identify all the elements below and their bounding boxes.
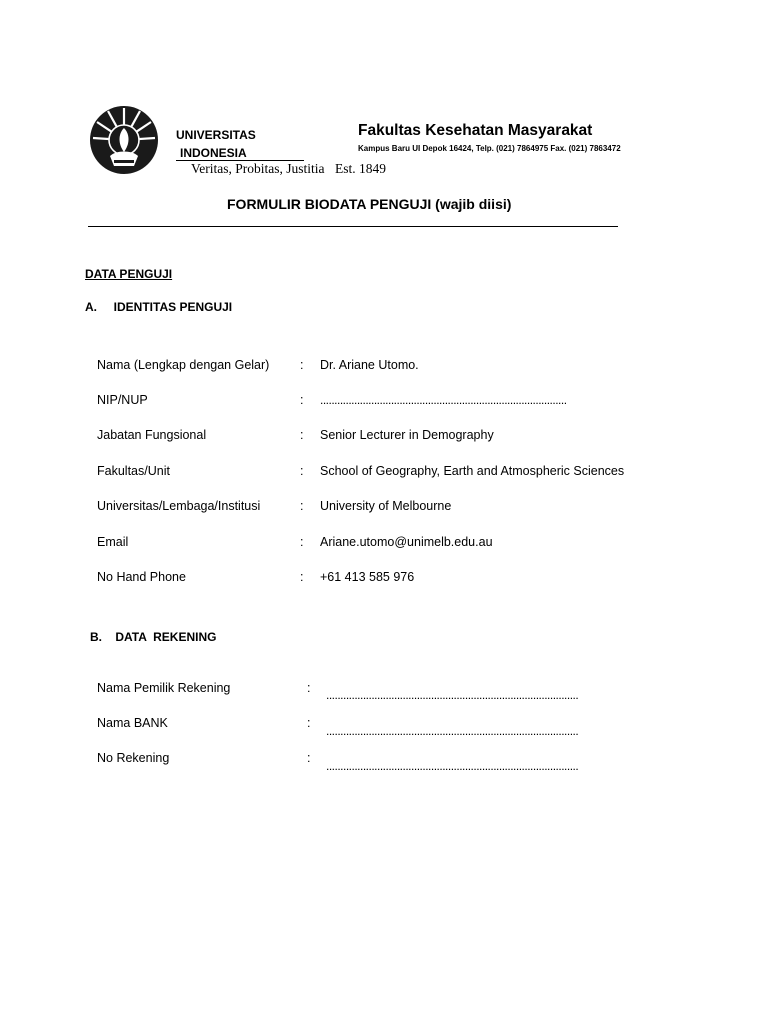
value-nama-bank[interactable]: ......................................................................................... (326, 724, 579, 738)
value-fakultas[interactable]: School of Geography, Earth and Atmospheric Sciences (320, 464, 625, 478)
established-year: Est. 1849 (335, 161, 387, 176)
colon: : (300, 535, 304, 549)
value-nip-nup[interactable]: ....................................................................................... (320, 393, 567, 407)
universitas-indonesia-logo (88, 100, 160, 180)
value-universitas[interactable]: University of Melbourne (320, 499, 452, 513)
colon: : (300, 358, 304, 372)
label-nama-bank: Nama BANK (97, 716, 168, 730)
label-hand-phone: No Hand Phone (97, 570, 186, 584)
value-no-rekening[interactable]: ......................................................................................... (326, 759, 579, 773)
label-nama: Nama (Lengkap dengan Gelar) (97, 358, 270, 372)
label-universitas: Universitas/Lembaga/Institusi (97, 499, 261, 513)
value-jabatan[interactable]: Senior Lecturer in Demography (320, 428, 494, 442)
colon: : (300, 393, 304, 407)
label-fakultas: Fakultas/Unit (97, 464, 170, 478)
bank-heading: B. DATA REKENING (90, 630, 217, 644)
form-title: FORMULIR BIODATA PENGUJI (wajib diisi) (227, 196, 512, 212)
value-nama[interactable]: Dr. Ariane Utomo. (320, 358, 419, 372)
university-name-line1: UNIVERSITAS (176, 128, 256, 142)
colon: : (300, 570, 304, 584)
faculty-name: Fakultas Kesehatan Masyarakat (358, 122, 593, 139)
colon: : (307, 681, 311, 695)
label-nama-pemilik-rekening: Nama Pemilik Rekening (97, 681, 231, 695)
university-motto: Veritas, Probitas, Justitia (191, 161, 325, 176)
colon: : (300, 428, 304, 442)
label-email: Email (97, 535, 129, 549)
label-no-rekening: No Rekening (97, 751, 170, 765)
value-nama-pemilik-rekening[interactable]: ......................................................................................... (326, 688, 579, 702)
university-name-line2: INDONESIA (180, 146, 247, 160)
identity-heading: A. IDENTITAS PENGUJI (85, 300, 233, 314)
label-jabatan: Jabatan Fungsional (97, 428, 207, 442)
colon: : (300, 464, 304, 478)
title-divider (88, 226, 618, 227)
value-hand-phone[interactable]: +61 413 585 976 (320, 570, 415, 584)
colon: : (307, 716, 311, 730)
colon: : (307, 751, 311, 765)
faculty-address: Kampus Baru UI Depok 16424, Telp. (021) 7864975 Fax. (021) 7863472 (358, 144, 621, 153)
value-email[interactable]: Ariane.utomo@unimelb.edu.au (320, 535, 493, 549)
colon: : (300, 499, 304, 513)
label-nip-nup: NIP/NUP (97, 393, 148, 407)
section-heading: DATA PENGUJI (85, 267, 173, 281)
